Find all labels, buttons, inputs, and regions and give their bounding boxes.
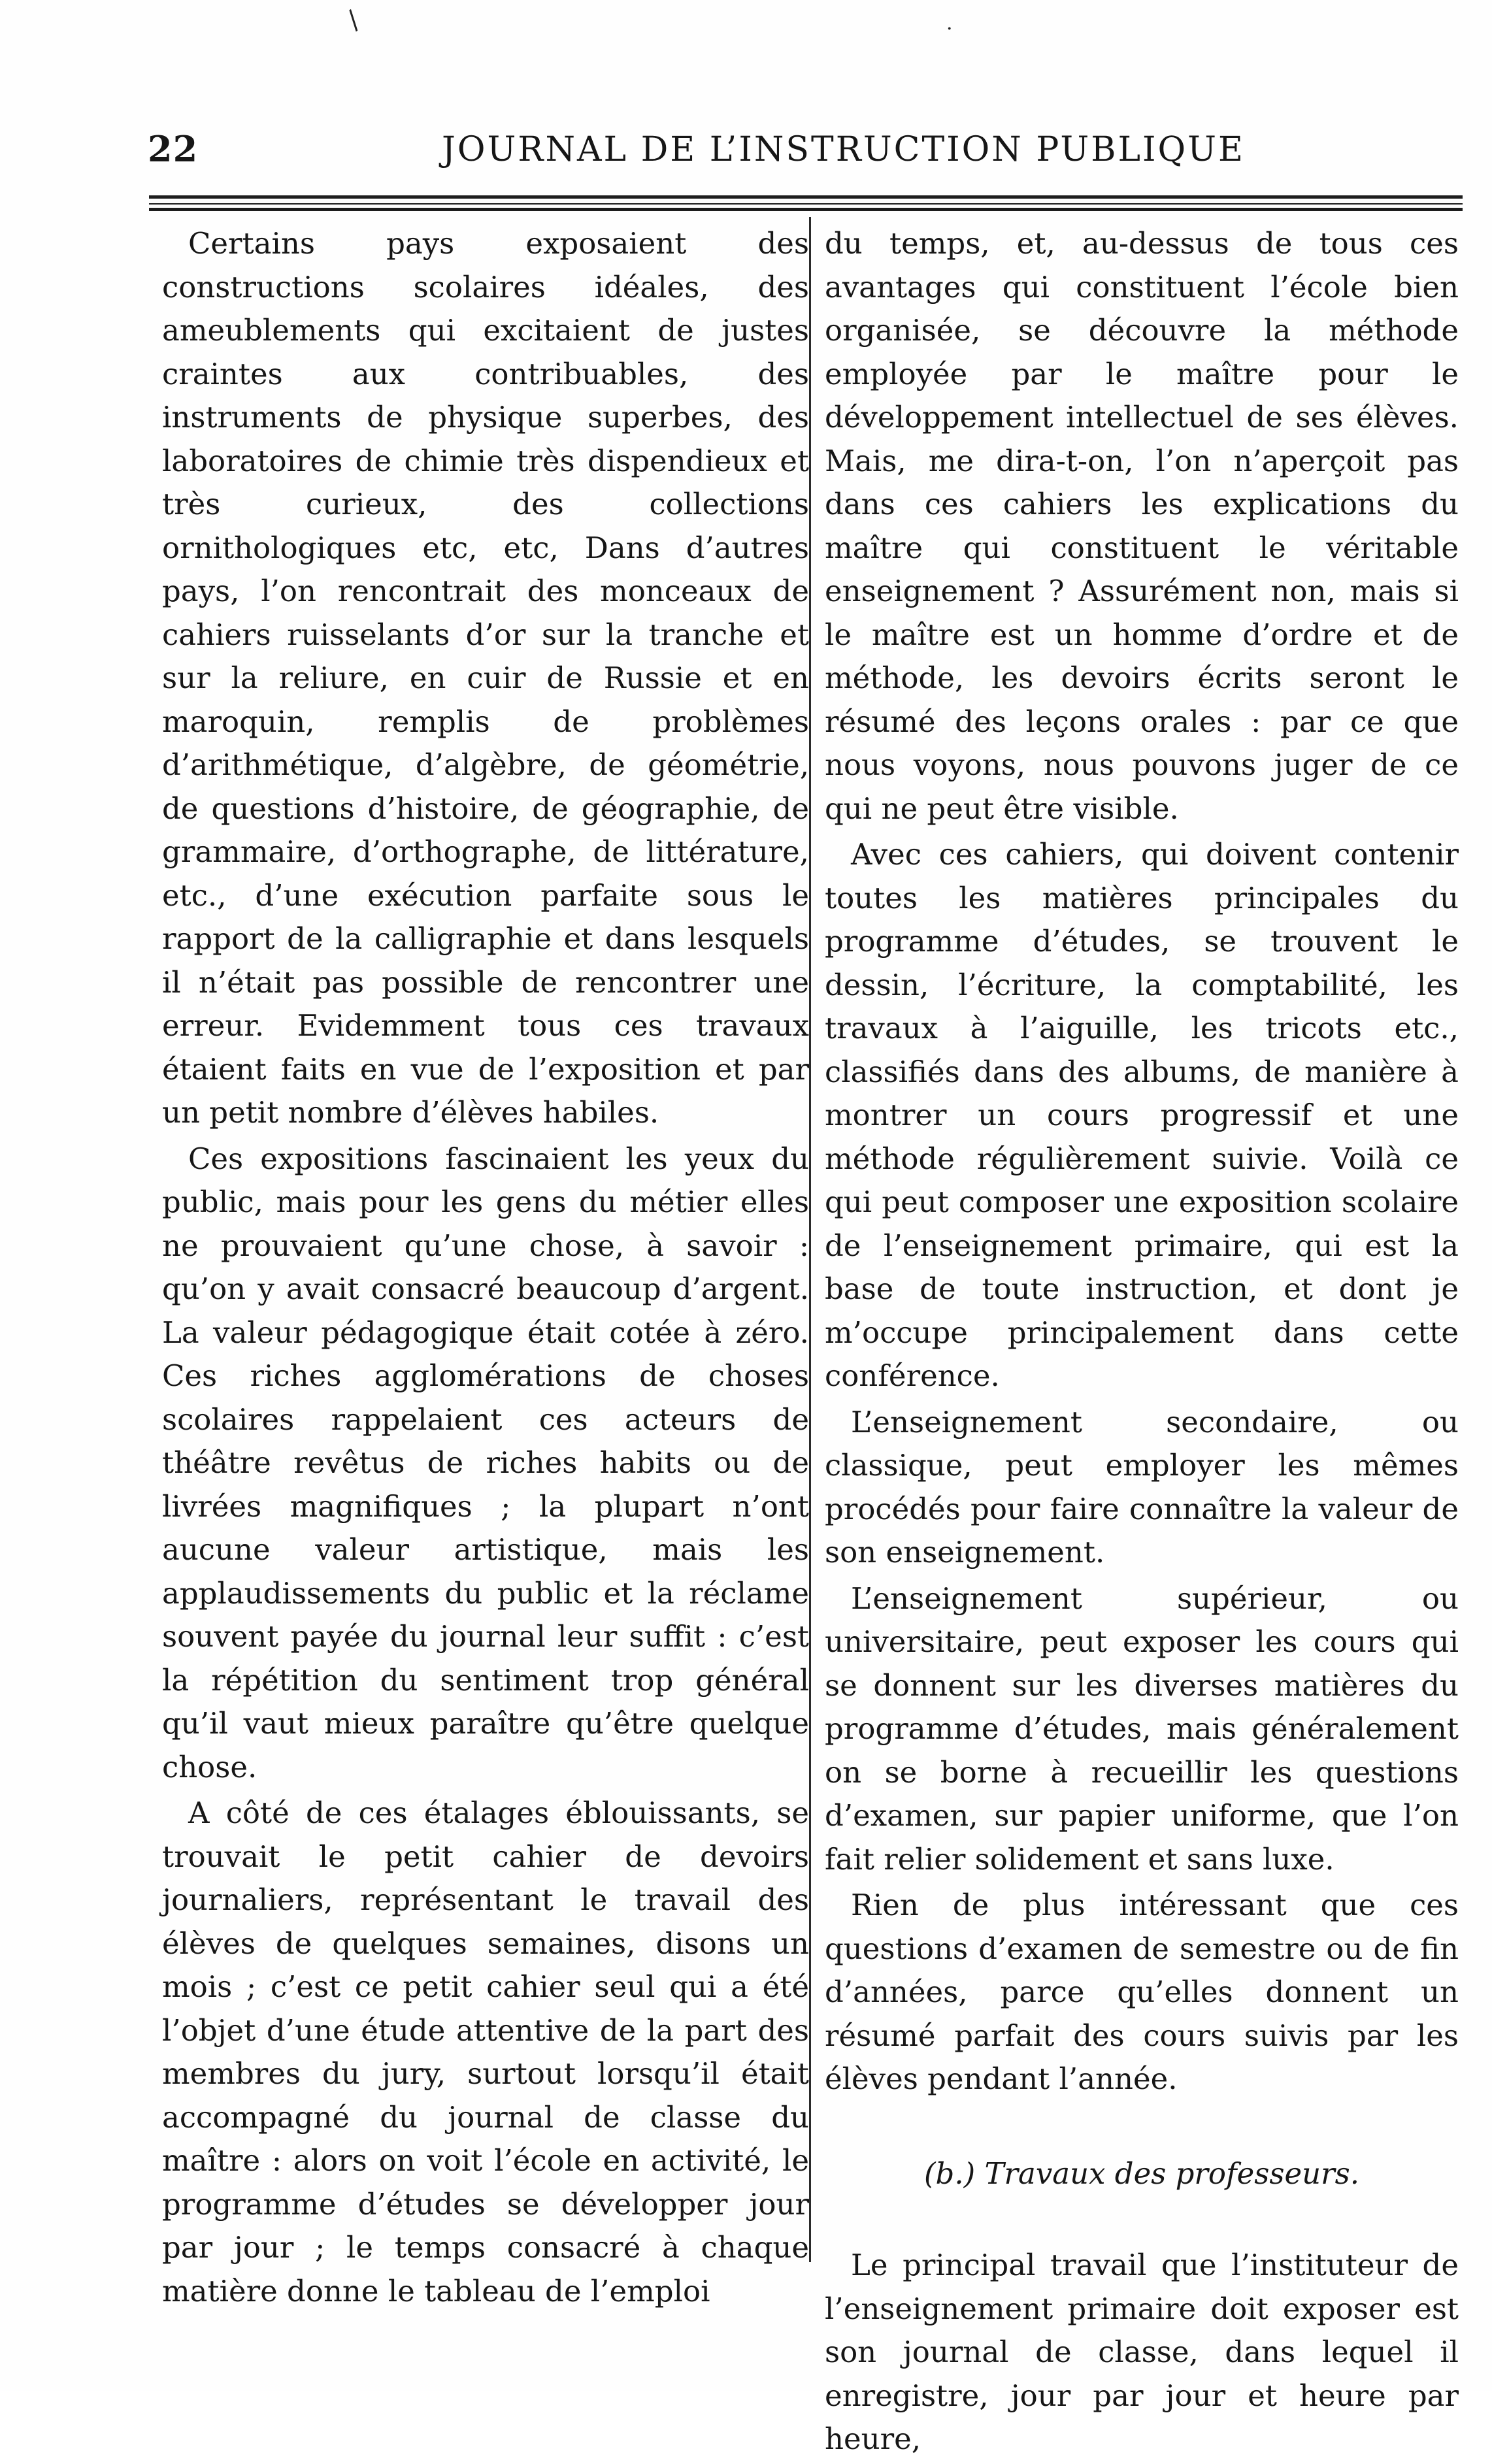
left-column [162,222,809,2316]
left-paragraph-1: Certains pays exposaient des constructions scolaires idéales, des ameublements qui excitaient de justes craintes aux contribuables, des instruments de physique superbes, des laboratoires de chimie très dispendieux et très curieux, des collections ornithologiques etc, etc, Dans d’autres pays, l’on rencontrait des monceaux de cahiers ruisselants d’or sur la tranche et sur la reliure, en cuir de Russie et en maroquin, remplis de problèmes d’arithmétique, d’algèbre, de géométrie, de questions d’histoire, de géographie, de grammaire, d’orthographe, de littérature, etc., d’une exécution parfaite sous le rapport de la calligraphie et dans lesquels il n’était pas possible de rencontrer une erreur. Evidemment tous ces travaux étaient faits en vue de l’exposition et par un petit nombre d’élèves habiles. [162,226,809,1130]
stray-ink-mark: / [341,5,366,35]
section-heading: (b.) Travaux des professeurs. [923,2156,1360,2191]
right-paragraph-continued: du temps, et, au-dessus de tous ces avantages qui constituent l’école bien organisée, se découvre la méthode employée par le maître pour le développement intellectuel de ses élèves. Mais, me dira-t-on, l’on n’aperçoit pas dans ces cahiers les explications du maître qui constituent le véritable enseignement ? Assurément non, mais si le maître est un homme d’ordre et de méthode, les devoirs écrits seront le résumé des leçons orales : par ce que nous voyons, nous pouvons juger de ce qui ne peut être visible. [825,226,1459,826]
right-paragraph-4: L’enseignement supérieur, ou universitaire, peut exposer les cours qui se donnent sur les diverses matières du programme d’études, mais généralement on se borne à recueillir les questions d’examen, sur papier uniforme, que l’on fait relier solidement et sans luxe. [825,1581,1459,1877]
running-title: JOURNAL DE L’INSTRUCTION PUBLIQUE [442,130,1245,169]
header-rule-middle [149,203,1463,205]
left-paragraph-3: A côté de ces étalages éblouissants, se trouvait le petit cahier de devoirs journaliers, représentant le travail des élèves de quelques semaines, disons un mois ; c’est ce petit cahier seul qui a été l’objet d’une étude attentive de la part des membres du jury, surtout lorsqu’il était accompagné du journal de classe du maître : alors on voit l’école en activité, le programme d’études se développer jour par jour ; le temps consacré à chaque matière donne le tableau de l’emploi [162,1796,809,2308]
header-rule-top [149,195,1463,199]
right-paragraph-after-heading: Le principal travail que l’instituteur de l’enseignement primaire doit exposer est son journal de classe, dans lequel il enregistre, jour par jour et heure par heure, [825,2248,1459,2456]
right-paragraph-2: Avec ces cahiers, qui doivent contenir toutes les matières principales du programme d’études, se trouvent le dessin, l’écriture, la comptabilité, les travaux à l’aiguille, les tricots etc., classifiés dans des albums, de manière à montrer un cours progressif et une méthode régulièrement suivie. Voilà ce qui peut composer une exposition scolaire de l’enseignement primaire, qui est la base de toute instruction, et dont je m’occupe principalement dans cette conférence. [825,837,1459,1393]
left-paragraph-2: Ces expositions fascinaient les yeux du public, mais pour les gens du métier elles ne prouvaient qu’une chose, à savoir : qu’on y avait consacré beaucoup d’argent. La valeur pédagogique était cotée à zéro. Ces riches agglomérations de choses scolaires rappelaient ces acteurs de théâtre revêtus de riches habits ou de livrées magnifiques ; la plupart n’ont aucune valeur artistique, mais les applaudissements du public et la réclame souvent payée du journal leur suffit : c’est la répétition du sentiment trop général qu’il vaut mieux paraître qu’être quelque chose. [162,1141,809,1784]
right-paragraph-3: L’enseignement secondaire, ou classique, peut employer les mêmes procédés pour faire connaître la valeur de son enseignement. [825,1404,1459,1569]
stray-ink-dot: . [946,12,953,35]
column-divider [809,217,811,2262]
header-rule-bottom [149,208,1463,211]
page-number: 22 [148,128,199,170]
right-paragraph-5: Rien de plus intéressant que ces questions d’examen de semestre ou de fin d’années, parce qu’elles donnent un résumé parfait des cours suivis par les élèves pendant l’année. [825,1888,1459,2096]
right-column [825,222,1459,2464]
